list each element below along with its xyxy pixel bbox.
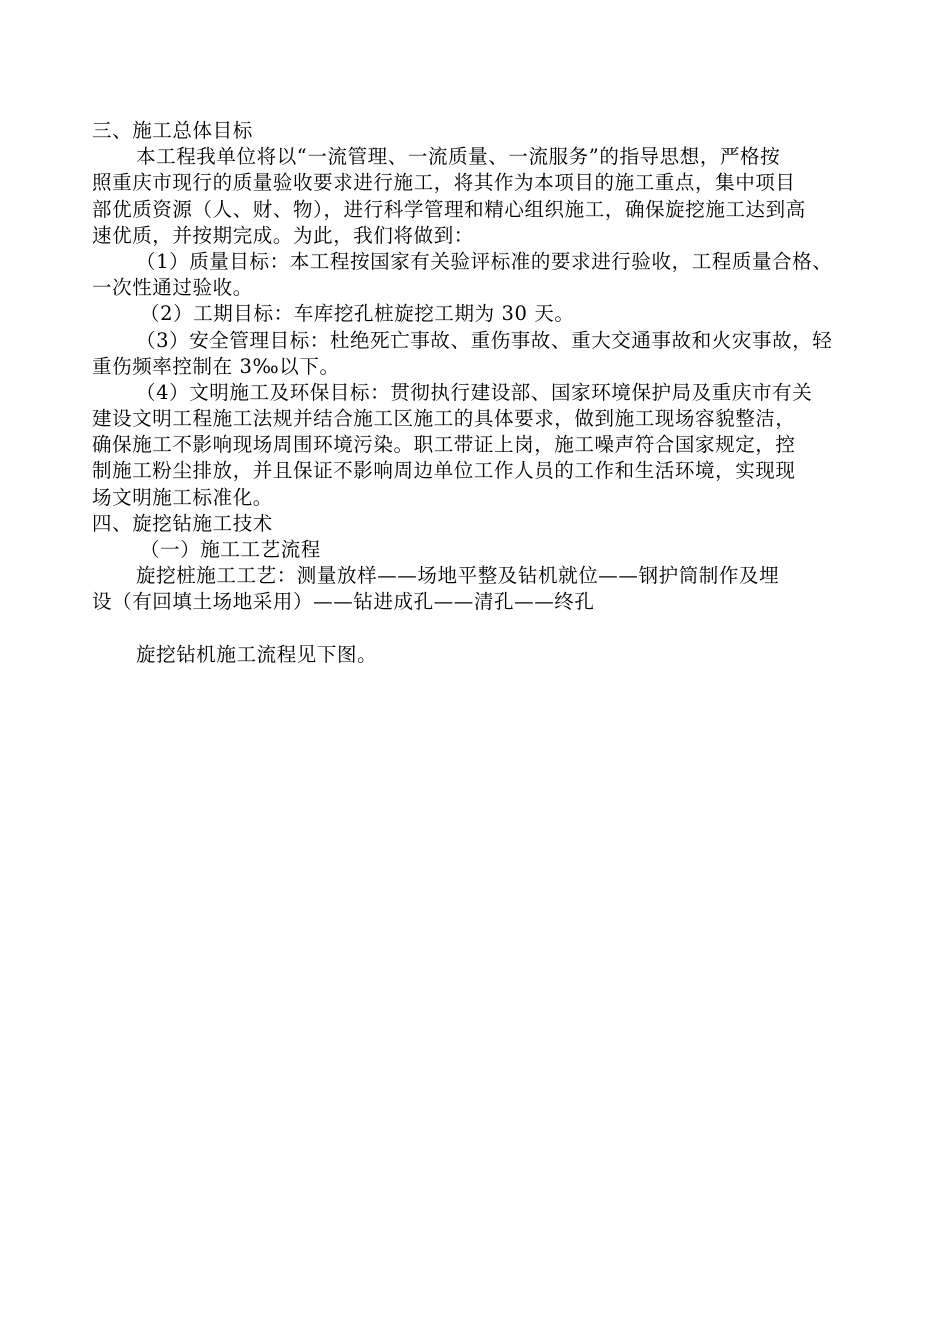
subsection-heading: （一）施工工艺流程 bbox=[140, 538, 321, 561]
civil-goal-line-3: 确保施工不影响现场周围环境污染。职工带证上岗，施工噪声符合国家规定，控 bbox=[92, 433, 796, 457]
intro-line-4: 速优质，并按期完成。为此，我们将做到： bbox=[92, 223, 474, 247]
civil-goal-line-2: 建设文明工程施工法规并结合施工区施工的具体要求，做到施工现场容貌整洁， bbox=[92, 407, 796, 431]
safety-goal-line-2: 重伤频率控制在 3‰以下。 bbox=[92, 354, 340, 378]
flow-chart-note: 旋挖钻机施工流程见下图。 bbox=[136, 642, 378, 666]
schedule-goal: （2）工期目标：车库挖孔桩旋挖工期为 30 天。 bbox=[140, 302, 575, 326]
intro-line-2: 照重庆市现行的质量验收要求进行施工，将其作为本项目的施工重点，集中项目 bbox=[92, 171, 796, 195]
intro-line-1: 本工程我单位将以“一流管理、一流质量、一流服务”的指导思想，严格按 bbox=[136, 145, 781, 169]
process-line-1: 旋挖桩施工工艺：测量放样——场地平整及钻机就位——钢护筒制作及埋 bbox=[136, 564, 780, 588]
civil-goal-line-4: 制施工粉尘排放，并且保证不影响周边单位工作人员的工作和生活环境，实现现 bbox=[92, 459, 796, 483]
civil-goal-line-5: 场文明施工标准化。 bbox=[92, 485, 273, 509]
quality-goal-line-2: 一次性通过验收。 bbox=[92, 276, 253, 300]
blank-line bbox=[92, 616, 872, 642]
process-line-2: 设（有回填土场地采用）——钻进成孔——清孔——终孔 bbox=[92, 590, 595, 614]
quality-goal-line-1: （1）质量目标：本工程按国家有关验评标准的要求进行验收，工程质量合格、 bbox=[136, 249, 833, 273]
civil-goal-line-1: （4）文明施工及环保目标：贯彻执行建设部、国家环境保护局及重庆市有关 bbox=[136, 380, 813, 404]
section-4-heading: 四、旋挖钻施工技术 bbox=[92, 511, 273, 535]
section-3-heading: 三、施工总体目标 bbox=[92, 119, 253, 142]
intro-line-3: 部优质资源（人、财、物），进行科学管理和精心组织施工，确保旋挖施工达到高 bbox=[92, 197, 806, 221]
safety-goal-line-1: （3）安全管理目标：杜绝死亡事故、重伤事故、重大交通事故和火灾事故，轻 bbox=[136, 328, 833, 352]
document-body bbox=[92, 118, 872, 668]
